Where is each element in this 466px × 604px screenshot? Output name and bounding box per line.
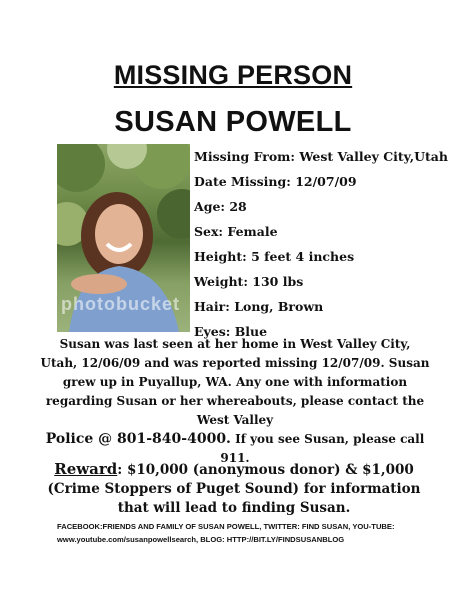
fact-height: Height: 5 feet 4 inches [194,249,355,264]
person-photo [57,144,190,332]
person-name: SUSAN POWELL [114,106,352,138]
fact-age: Age: 28 [194,199,247,214]
poster-heading: MISSING PERSON [113,60,353,90]
reward-text: : $10,000 (anonymous donor) & $1,000 (Crime Stoppers of Puget Sound) for information that will lead to finding Susan. [47,462,421,516]
facts-list [194,148,464,348]
description-tail: If you see Susan, please call 911. [220,432,425,465]
description-text: Susan was last seen at her home in West Valley City, Utah, 12/06/09 and was reported missing 12/07/09. Susan grew up in Puyallup, WA. Any one with information regarding Susan or her whereabouts, please contact the West Valley [40,337,430,427]
fact-sex: Sex: Female [194,224,278,239]
police-phone: Police @ 801-840-4000. [45,431,231,447]
fact-date-missing: Date Missing: 12/07/09 [194,174,357,189]
reward-label: Reward [54,460,118,478]
fact-hair: Hair: Long, Brown [194,299,324,314]
fact-weight: Weight: 130 lbs [194,274,304,289]
reward-paragraph [44,460,424,518]
fact-eyes: Eyes: Blue [194,324,268,339]
photo-watermark: photobucket [61,294,180,314]
description-paragraph [40,335,430,468]
social-links-footer: FACEBOOK:FRIENDS AND FAMILY OF SUSAN POWELL, TWITTER: FIND SUSAN, YOU-TUBE: www.youtube.com/susanpowellsearch, BLOG: HTTP://BIT.LY/FINDSUSANBLOG [57,522,395,544]
fact-missing-from: Missing From: West Valley City,Utah [194,149,448,164]
